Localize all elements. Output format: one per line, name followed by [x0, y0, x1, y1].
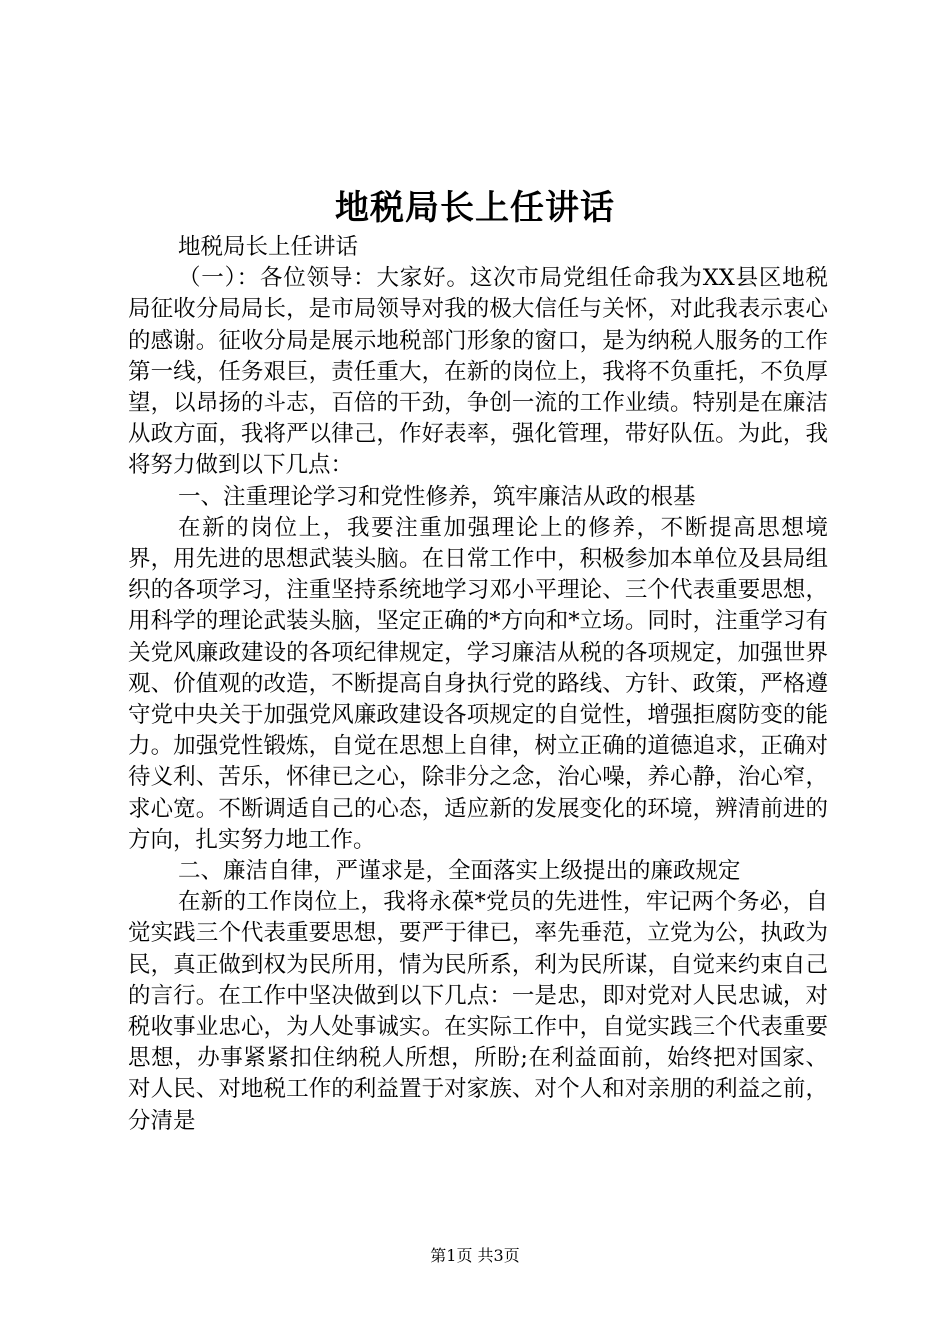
- document-title: 地税局长上任讲话: [335, 188, 615, 228]
- paragraph-section-1: 在新的岗位上，我要注重加强理论上的修养，不断提高思想境界，用先进的思想武装头脑。在日常工作中，积极参加本单位及县局组织的各项学习，注重坚持系统地学习邓小平理论、三个代表重要思想，用科学的理论武装头脑，坚定正确的*方向和*立场。同时，注重学习有关党风廉政建设的各项纪律规定，学习廉洁从税的各项规定，加强世界观、价值观的改造，不断提高自身执行党的路线、方针、政策，严格遵守党中央关于加强党风廉政建设各项规定的自觉性，增强拒腐防变的能力。加强党性锻炼，自觉在思想上自律，树立正确的道德追求，正确对待义利、苦乐，怀律已之心，除非分之念，治心噪，养心静，治心窄，求心宽。不断调适自己的心态，适应新的发展变化的环境，辨清前进的方向，扎实努力地工作。: [128, 514, 828, 853]
- document-body: [128, 232, 828, 1137]
- subtitle-line: 地税局长上任讲话: [178, 234, 359, 260]
- page-number-footer: 第1页 共3页: [430, 1246, 520, 1265]
- paragraph-section-2: 在新的工作岗位上，我将永葆*党员的先进性，牢记两个务必，自觉实践三个代表重要思想，要严于律已，率先垂范，立党为公，执政为民，真正做到权为民所用，情为民所系，利为民所谋，自觉来约束自己的言行。在工作中坚决做到以下几点：一是忠，即对党对人民忠诚，对税收事业忠心，为人处事诚实。在实际工作中，自觉实践三个代表重要思想，办事紧紧扣住纳税人所想，所盼;在利益面前，始终把对国家、对人民、对地税工作的利益置于对家族、对个人和对亲朋的利益之前，分清是: [128, 889, 828, 1134]
- section-heading-2: 二、廉洁自律，严谨求是，全面落实上级提出的廉政规定: [178, 858, 741, 885]
- section-heading-1: 一、注重理论学习和党性修养，筑牢廉洁从政的根基: [178, 483, 696, 510]
- paragraph-intro: （一）：各位领导：大家好。这次市局党组任命我为XX县区地税局征收分局局长，是市局领导对我的极大信任与关怀，对此我表示衷心的感谢。征收分局是展示地税部门形象的窗口，是为纳税人服务的工作第一线，任务艰巨，责任重大，在新的岗位上，我将不负重托，不负厚望，以昂扬的斗志，百倍的干劲，争创一流的工作业绩。特别是在廉洁从政方面，我将严以律己，作好表率，强化管理，带好队伍。为此，我将努力做到以下几点：: [128, 265, 828, 479]
